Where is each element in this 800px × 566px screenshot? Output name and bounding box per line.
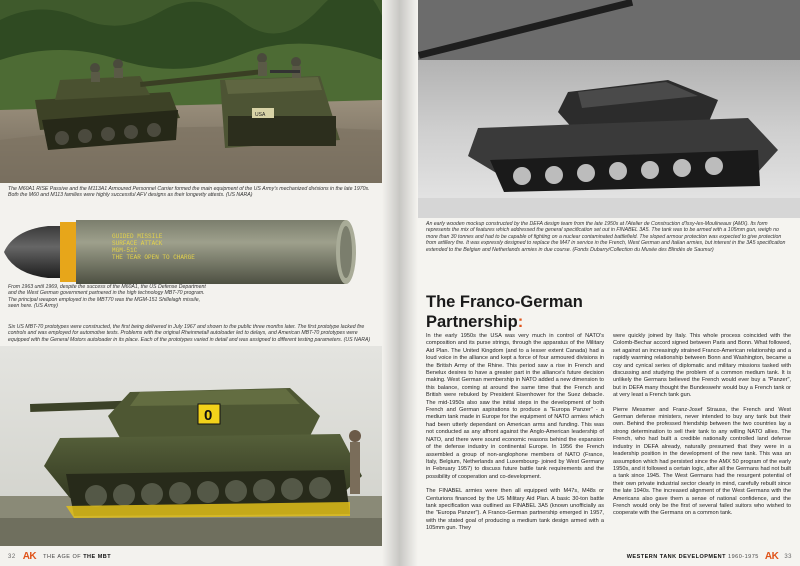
gutter-shadow-right — [400, 0, 418, 566]
heading-colon: : — [517, 313, 524, 331]
heading-line-2: Partnership — [426, 313, 518, 331]
tank-marking: 0 — [204, 407, 213, 424]
photo-wooden-mockup — [418, 0, 800, 218]
section-heading — [426, 292, 626, 332]
page-number-right: 33 — [784, 553, 792, 560]
gutter-shadow-left — [382, 0, 400, 566]
heading-line-1: The Franco-German — [426, 293, 583, 311]
paragraph: Pierre Messmer and Franz-Josef Strauss, the French and West German defense ministers, never intended to buy any tank but their own. Behind the professed friendship between the two countries lay a strong determination to sell their tank to any willing NATO allies. The French, who had built a credible nationally controlled land defense industry in DEFA already, naturally presumed that they were in a leadership position in the development of the new tank. This was an assumption which had persisted since the AMX 50 program of the early 1950s, and it followed a certain logic, after all the Germans had not built a tank since 1945. The West Germans had the resurgent potential of their own private industrial sector clearly in mind, carefully rebuilt since the late 1940s. The increased alignment of the West Germans with the Americans also gave them a sense of national confidence, and the French would only be the first of several failed suitors who wished to cooperate with the Germans on a common tank. — [613, 406, 791, 517]
missile-marking-3: MGM-51C — [112, 247, 138, 254]
right-page — [400, 0, 800, 566]
paragraph: The FINABEL armies were then all equipped with M47s, M48s or Centurions financed by the US Military Aid Plan. A basic 30-ton battle tank specification was outlined as FINABEL 3A5 (known unofficially as the "Europa Panzer"). A Franco-German partnership emerged in 1957, with the stated goal of producing a medium tank design armed with a 105mm gun. They — [426, 488, 604, 532]
missile-marking-4: THE TEAR OPEN TO CHARGE — [112, 254, 195, 261]
footer-series-years: 1960-1975 — [726, 553, 759, 560]
paragraph: were quickly joined by Italy. This whole process coincided with the Colomb-Bechar accord signed between Paris and Bonn. What followed, set against an increasingly strained Franco-American relationship and a rapidly warming relationship between Bonn and Washington, became a coy and cynical series of diplomatic and military missions tasked with discussing and studying the problem of a common medium tank. It is unlikely the Germans believed the French would ever buy a "Panzer", but in DEFA many thought the Bundeswehr would buy a French tank or at very least a French tank gun. — [613, 333, 791, 399]
footer-series-bold: THE MBT — [83, 553, 112, 560]
footer-series-bold-right: WESTERN TANK DEVELOPMENT — [626, 553, 727, 560]
caption-missile: From 1963 until 1969, despite the success of the M60A1, the US Defense Department and the West German government partnered in the high technology MBT-70 program. The principal weapon employed in the MBT70 was the MGM-151 Shillelagh missile, seen here. (US Army) — [8, 284, 206, 310]
photo-mbt70-image — [0, 346, 382, 546]
photo-m60-m113-image — [0, 0, 382, 183]
footer-series-left — [43, 554, 111, 560]
caption-mbt70: Six US MBT-70 prototypes were constructed, the first being delivered in July 1967 and shown to the public three months later. The first prototype lacked fire controls and was employed for automotive tests. Problems with the original Rheinmetall autoloader led to delays, and American MBT-70 prototypes were equipped with the General Motors autoloader in its place. Each of the prototypes varied in detail and was assigned to different testing parameters. (US NARA) — [8, 324, 371, 343]
body-column-a — [426, 333, 604, 540]
photo-wooden-mockup-image — [418, 0, 800, 218]
footer-right — [627, 551, 792, 562]
paragraph: In the early 1950s the USA was very much in control of NATO's composition and its purse strings, through the apparatus of the Military Aid Plan. The United Kingdom (and to a lesser extent Canada) had a loud voice in the alliance and kept a force of four armoured divisions in the British Army of the Rhine. This period saw a rise in French and Benelux desires to have a greater part in the alliance's future decision making. West German membership in NATO added a new dimension to this balance, coming at around the same time that the French and British were rebuked by President Eisenhower for the Suez debacle. The mid-1950s also saw the initial steps in the development of both French and German aspirations to produce a "Europa Panzer" - a medium tank made in Europe for the equipment of NATO armies which had been utterly dependant on American arms and funding. This was not conducted as any affront against the Anglo-American leadership of NATO, and there were sound economic reasons behind the expansion of the defense industry in continental Europe. In 1956 the French assembled a group of non-anglophone members of NATO (France, Italy, Belgium, Netherlands and Luxembourg- joined by West Germany in February 1957) to discuss future battle tank requirements and the possibility of cooperation and co-development. — [426, 333, 604, 480]
ak-logo-right: AK — [764, 551, 779, 562]
footer-series-prefix: THE AGE OF — [43, 553, 84, 560]
photo-mbt70 — [0, 346, 382, 546]
photo-m60-m113 — [0, 0, 382, 183]
svg-text:USA: USA — [255, 112, 266, 118]
missile-image — [0, 212, 360, 286]
photo-shillelagh-missile — [0, 212, 360, 286]
body-column-b — [613, 333, 791, 525]
page-number-left: 32 — [8, 553, 16, 560]
caption-m60-m113: The M60A1 RISE Passive and the M113A1 Armoured Personnel Carrier formed the main equipment of the US Army's mechanized divisions in the late 1970s. Both the M60 and M113 families were highly successful AFV designs as their longevity attests. (US NARA) — [8, 186, 370, 199]
footer-left — [8, 551, 111, 562]
missile-marking-2: SURFACE ATTACK — [112, 240, 163, 247]
missile-marking-1: GUIDED MISSILE — [112, 233, 163, 240]
caption-wooden-mockup: An early wooden mockup constructed by the DEFA design team from the late 1950s at l'Atelier de Construction d'Issy-les-Moulineaux (AMX). Its form represents the mix of features which addressed the general specification set out in FINABEL 3A5. The tank was to be armed with a 105mm gun, weigh no more than 30 tonnes and had to be capable of fighting on a nuclear contaminated battlefield. The sloped armour protection was expected to give protection from artillery fire. It was expressly designed to replace the M47 in service in the French, West German and Italian armies, but interest in the 3A5 specification extended to the Belgian and Netherlands armies in due course. (Fonds Dubarry/Collection du Musée des Blindés de Saumur) — [426, 221, 786, 253]
ak-logo-left: AK — [22, 551, 37, 562]
footer-series-right — [627, 554, 759, 560]
